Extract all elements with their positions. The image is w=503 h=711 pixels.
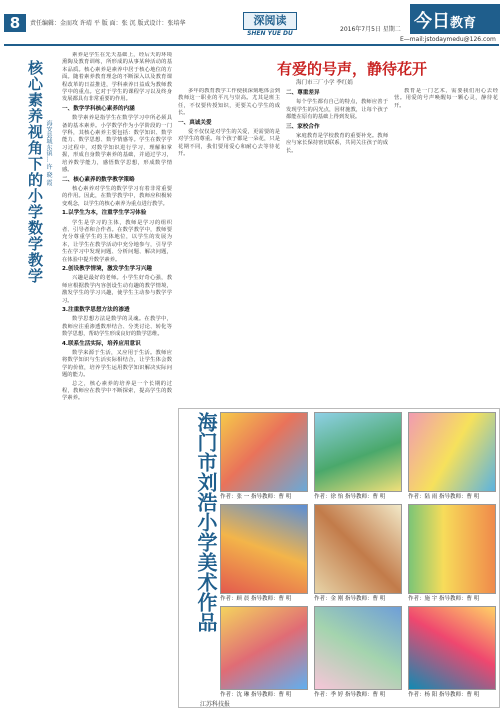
paragraph: 核心素养对学生的数学学习有着非常重要的作用。因此，在数学教学中，教师应积极转变观念，以学生的核心素养为重点进行教学。: [62, 185, 172, 207]
artwork-caption: 作者：季 婷 指导教师：曹 明: [314, 692, 386, 698]
paragraph: 素养是学生在先天基础上，经后天的环境熏陶及教育训练，所形成的从事某种活动的基本品质。核心素养是素养中居于核心地位的方面。随着素养教育理念的不断深入以及教育课程改革的日益推进，学科素养日益成为教师教学中的重点。它对于学生的课程学习以及终身发展都具有非常重要的作用。: [62, 52, 172, 103]
paragraph: 教育是一门艺术，需要我们用心去经营。用爱的号声唤醒每一颗心灵，静待花开。: [394, 88, 498, 109]
center-article-column-1: [178, 88, 280, 406]
section-heading: 1.以学生为本，注重学生学习体验: [62, 210, 147, 217]
artwork-caption: 作者：张 一 指导教师：曹 明: [220, 494, 292, 500]
paragraph: 数学素养是指学生在数学学习中所必须具备的基本素养。小学数学作为小学阶段的一门学科，其核心素养主要包括：数学知识、数学能力、数学思想、数学情感等。学生在数学学习过程中，对数学知识进行学习、理解和掌握，形成自身数学素养的基础，并通过学习，培养数学能力，感悟数学思想，形成数学情感。: [62, 115, 172, 174]
paragraph: 学生是学习的主体，教师是学习的组织者、引导者和合作者。在数学教学中，教师要充分尊重学生的主体地位，以学生的发展为本，让学生在教学活动中充分地参与，引导学生在学习中发现问题、分析问题、解决问题，在体验中提升数学素养。: [62, 219, 172, 263]
artwork-image: [408, 412, 496, 492]
paragraph: 每个学生都有自己的特点，教师应善于发现学生的闪光点，因材施教，让每个孩子都能在原有的基础上得到发展。: [286, 99, 388, 121]
paragraph: 兴趣是最好的老师。小学生好奇心强，教师应根据教学内容创设生动有趣的教学情境，激发学生的学习兴趣，使学生主动参与数学学习。: [62, 275, 172, 304]
center-article-byline: 海门市三厂小学 季红娟: [296, 80, 353, 86]
artwork-caption: 作者：顾 晨 指导教师：曹 明: [220, 596, 292, 602]
section-heading: 二、核心素养的数学教学策略: [62, 176, 135, 183]
section-heading: 4.联系生活实际，培养应用意识: [62, 340, 141, 347]
editor-meta: 责任编辑：金而攻 许靖 平 版 面：张 沉 版式设计：张培华: [30, 20, 186, 27]
section-heading: 一、真诚关爱: [178, 119, 212, 126]
art-feature-title: 海门市刘浩小学美术作品: [194, 412, 218, 632]
artwork-caption: 作者：徐 怡 指导教师：曹 明: [314, 494, 386, 500]
logo-text-edu: 教育: [450, 16, 477, 31]
section-heading: 3.注重数学思想方法的渗透: [62, 307, 130, 313]
left-article-title: 核心素养视角下的小学数学教学: [26, 60, 44, 284]
artwork-caption: 作者：金 刚 指导教师：曹 明: [314, 596, 386, 602]
masthead-logo: [410, 4, 500, 34]
section-heading: 一、数学学科核心素养的内涵: [62, 105, 135, 112]
paragraph: 数学来源于生活，又应用于生活。教师应将数学知识与生活实际相结合，让学生体会数学的价值，培养学生运用数学知识解决实际问题的能力。: [62, 350, 172, 379]
artwork-image: [314, 606, 402, 690]
center-article-column-2: [286, 88, 388, 406]
section-subtitle: SHEN YUE DU: [247, 30, 293, 37]
contact-email[interactable]: E—mail:jstodaymedu@126.com: [400, 36, 496, 43]
center-article-title: 有爱的号声，静待花开: [276, 60, 427, 78]
paragraph: 总之，核心素养的培养是一个长期的过程，教师应在教学中不断探索，提高学生的数学素养。: [62, 380, 172, 402]
artwork-caption: 作者：沈 琳 指导教师：曹 明: [220, 692, 292, 698]
artwork-image: [220, 606, 308, 690]
artwork-caption: 作者：陆 雨 指导教师：曹 明: [408, 494, 480, 500]
artwork-caption: 作者：杨 阳 指导教师：曹 明: [408, 692, 480, 698]
artwork-image: [314, 504, 402, 594]
section-heading: 2.创设教学情境，激发学生学习兴趣: [62, 265, 152, 272]
footer-credit: 江苏科技报: [200, 701, 231, 708]
artwork-image: [314, 412, 402, 492]
paragraph: 爱不仅仅是对学生的关爱，更需要的是对学生的尊重。每个孩子都是一朵花，只是花期不同，我们要用爱心和耐心去等待花开。: [178, 129, 280, 158]
left-article-column-1: [62, 52, 172, 692]
header-rule: [4, 44, 499, 46]
page-number: 8: [4, 14, 26, 32]
paragraph: 数学思想方法是数学的灵魂。在教学中，教师应注重渗透数形结合、分类讨论、转化等数学思想，帮助学生形成良好的数学思维。: [62, 316, 172, 338]
left-article-author: 海安县城东镇… 许 晓 霞: [45, 120, 52, 186]
artwork-caption: 作者：施 宇 指导教师：曹 明: [408, 596, 480, 602]
section-name: 深阅读: [243, 12, 297, 30]
artwork-image: [408, 606, 496, 690]
art-gallery: [220, 412, 496, 702]
issue-date: 2016年7月5日 星期二: [340, 26, 401, 33]
paragraph: 多年的教育教学工作使我深刻地体会到教师这一职业的平凡与崇高。尤其是班主任，不仅要传授知识，更要关心学生的成长。: [178, 88, 280, 117]
artwork-image: [220, 412, 308, 492]
logo-text: 今日: [414, 11, 450, 32]
center-article-column-3: [394, 88, 498, 406]
section-heading: 三、家校合作: [286, 123, 320, 130]
artwork-image: [408, 504, 496, 594]
paragraph: 家庭教育是学校教育的重要补充。教师应与家长保持密切联系，共同关注孩子的成长。: [286, 133, 388, 154]
artwork-image: [220, 504, 308, 594]
section-heading: 二、尊重差异: [286, 90, 320, 96]
